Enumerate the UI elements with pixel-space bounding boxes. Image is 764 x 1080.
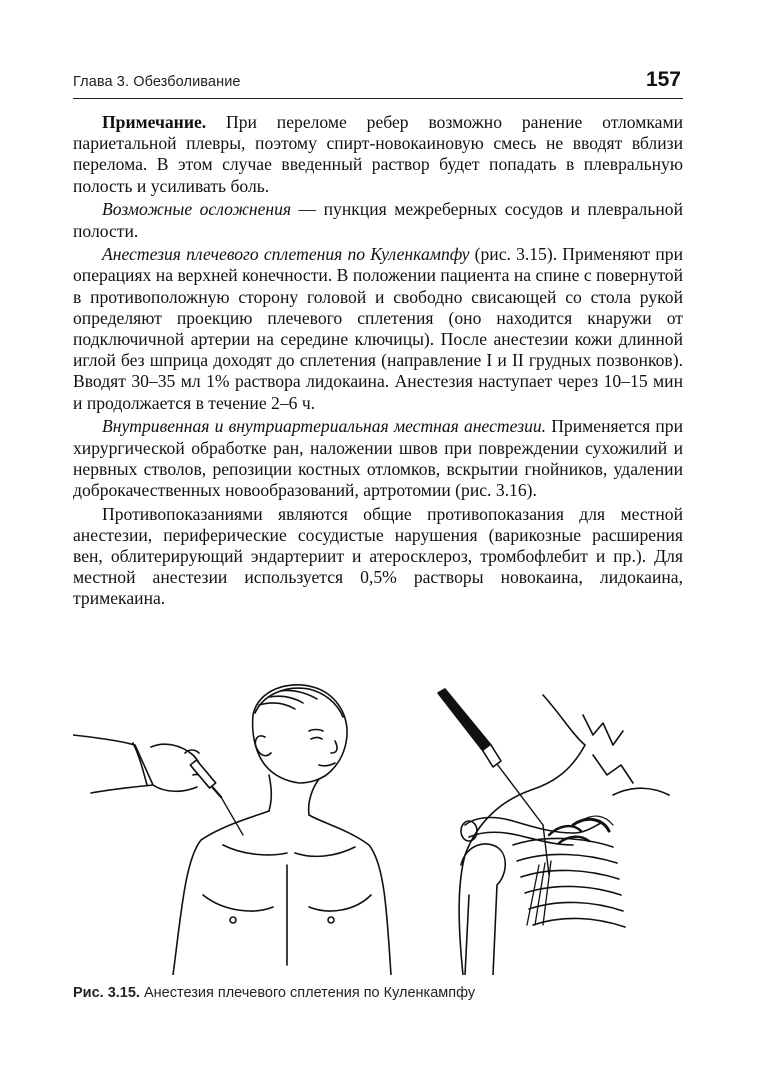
paragraph-kulenkampff bbox=[73, 244, 683, 414]
header-rule bbox=[73, 98, 683, 99]
iv-anesthesia-label: Внутривенная и внутриартериальная местная анестезии. bbox=[102, 416, 547, 437]
paragraph-iv-anesthesia bbox=[73, 416, 683, 501]
note-text: При переломе ребер возможно ранение отломками париетальной плевры, поэтому спирт-новокаиновую смесь не вводят вблизи перелома. В этом случае введенный раствор будет попадать в плевральную полость и усиливать боль. bbox=[73, 112, 683, 196]
syringe bbox=[438, 689, 543, 825]
paragraph-contraindications bbox=[73, 504, 683, 610]
paragraph-note bbox=[73, 112, 683, 197]
chapter-title: Глава 3. Обезболивание bbox=[73, 74, 241, 90]
figure-illustration bbox=[73, 675, 683, 975]
complications-label: Возможные осложнения bbox=[102, 199, 292, 220]
iv-anesthesia-text: Применяется при хирургической обработке ран, наложении швов при повреждении сухожилий и нервных стволов, репозиции костных отломков, вскрытии гнойников, удалении доброкачественных новообразований, артротомии (рис. 3.16). bbox=[73, 416, 683, 500]
note-label: Примечание. bbox=[102, 112, 207, 132]
running-header bbox=[73, 68, 683, 96]
anatomy-drawing bbox=[438, 689, 669, 975]
caption-text: Анестезия плечевого сплетения по Куленкампфу bbox=[139, 985, 476, 1001]
complications-text: — пункция межреберных сосудов и плевральной полости. bbox=[73, 199, 683, 241]
contraindications-text: Противопоказаниями являются общие противопоказания для местной анестезии, периферические сосудистые нарушения (варикозные расширения вен, облитерирующий эндартериит и атеросклероз, тромбофлебит и пр.). Для местной анестезии используется 0,5% растворы новокаина, лидокаина, тримекаина. bbox=[73, 503, 683, 609]
figure-caption bbox=[73, 985, 683, 1001]
page-number: 157 bbox=[645, 68, 681, 91]
body-text bbox=[73, 112, 683, 610]
hand-with-needle bbox=[73, 735, 243, 835]
patient-drawing bbox=[173, 685, 391, 975]
paragraph-complications bbox=[73, 199, 683, 241]
kulenkampff-text: (рис. 3.15). Применяют при операциях на верхней конечности. В положении пациента на спине с повернутой в противоположную сторону головой и свободно свисающей со стола рукой определяют проекцию плечевого сплетения (оно находится кнаружи от подключичной артерии на середине ключицы). После анестезии кожи длинной иглой без шприца доходят до сплетения (направление I и II грудных позвонков). Вводят 30–35 мл 1% раствора лидокаина. Анестезия наступает через 10–15 мин и продолжается в течение 2–6 ч. bbox=[73, 244, 684, 413]
figure-3-15 bbox=[73, 675, 683, 975]
kulenkampff-label: Анестезия плечевого сплетения по Куленкампфу bbox=[102, 244, 470, 265]
caption-label: Рис. 3.15. bbox=[73, 985, 140, 1001]
